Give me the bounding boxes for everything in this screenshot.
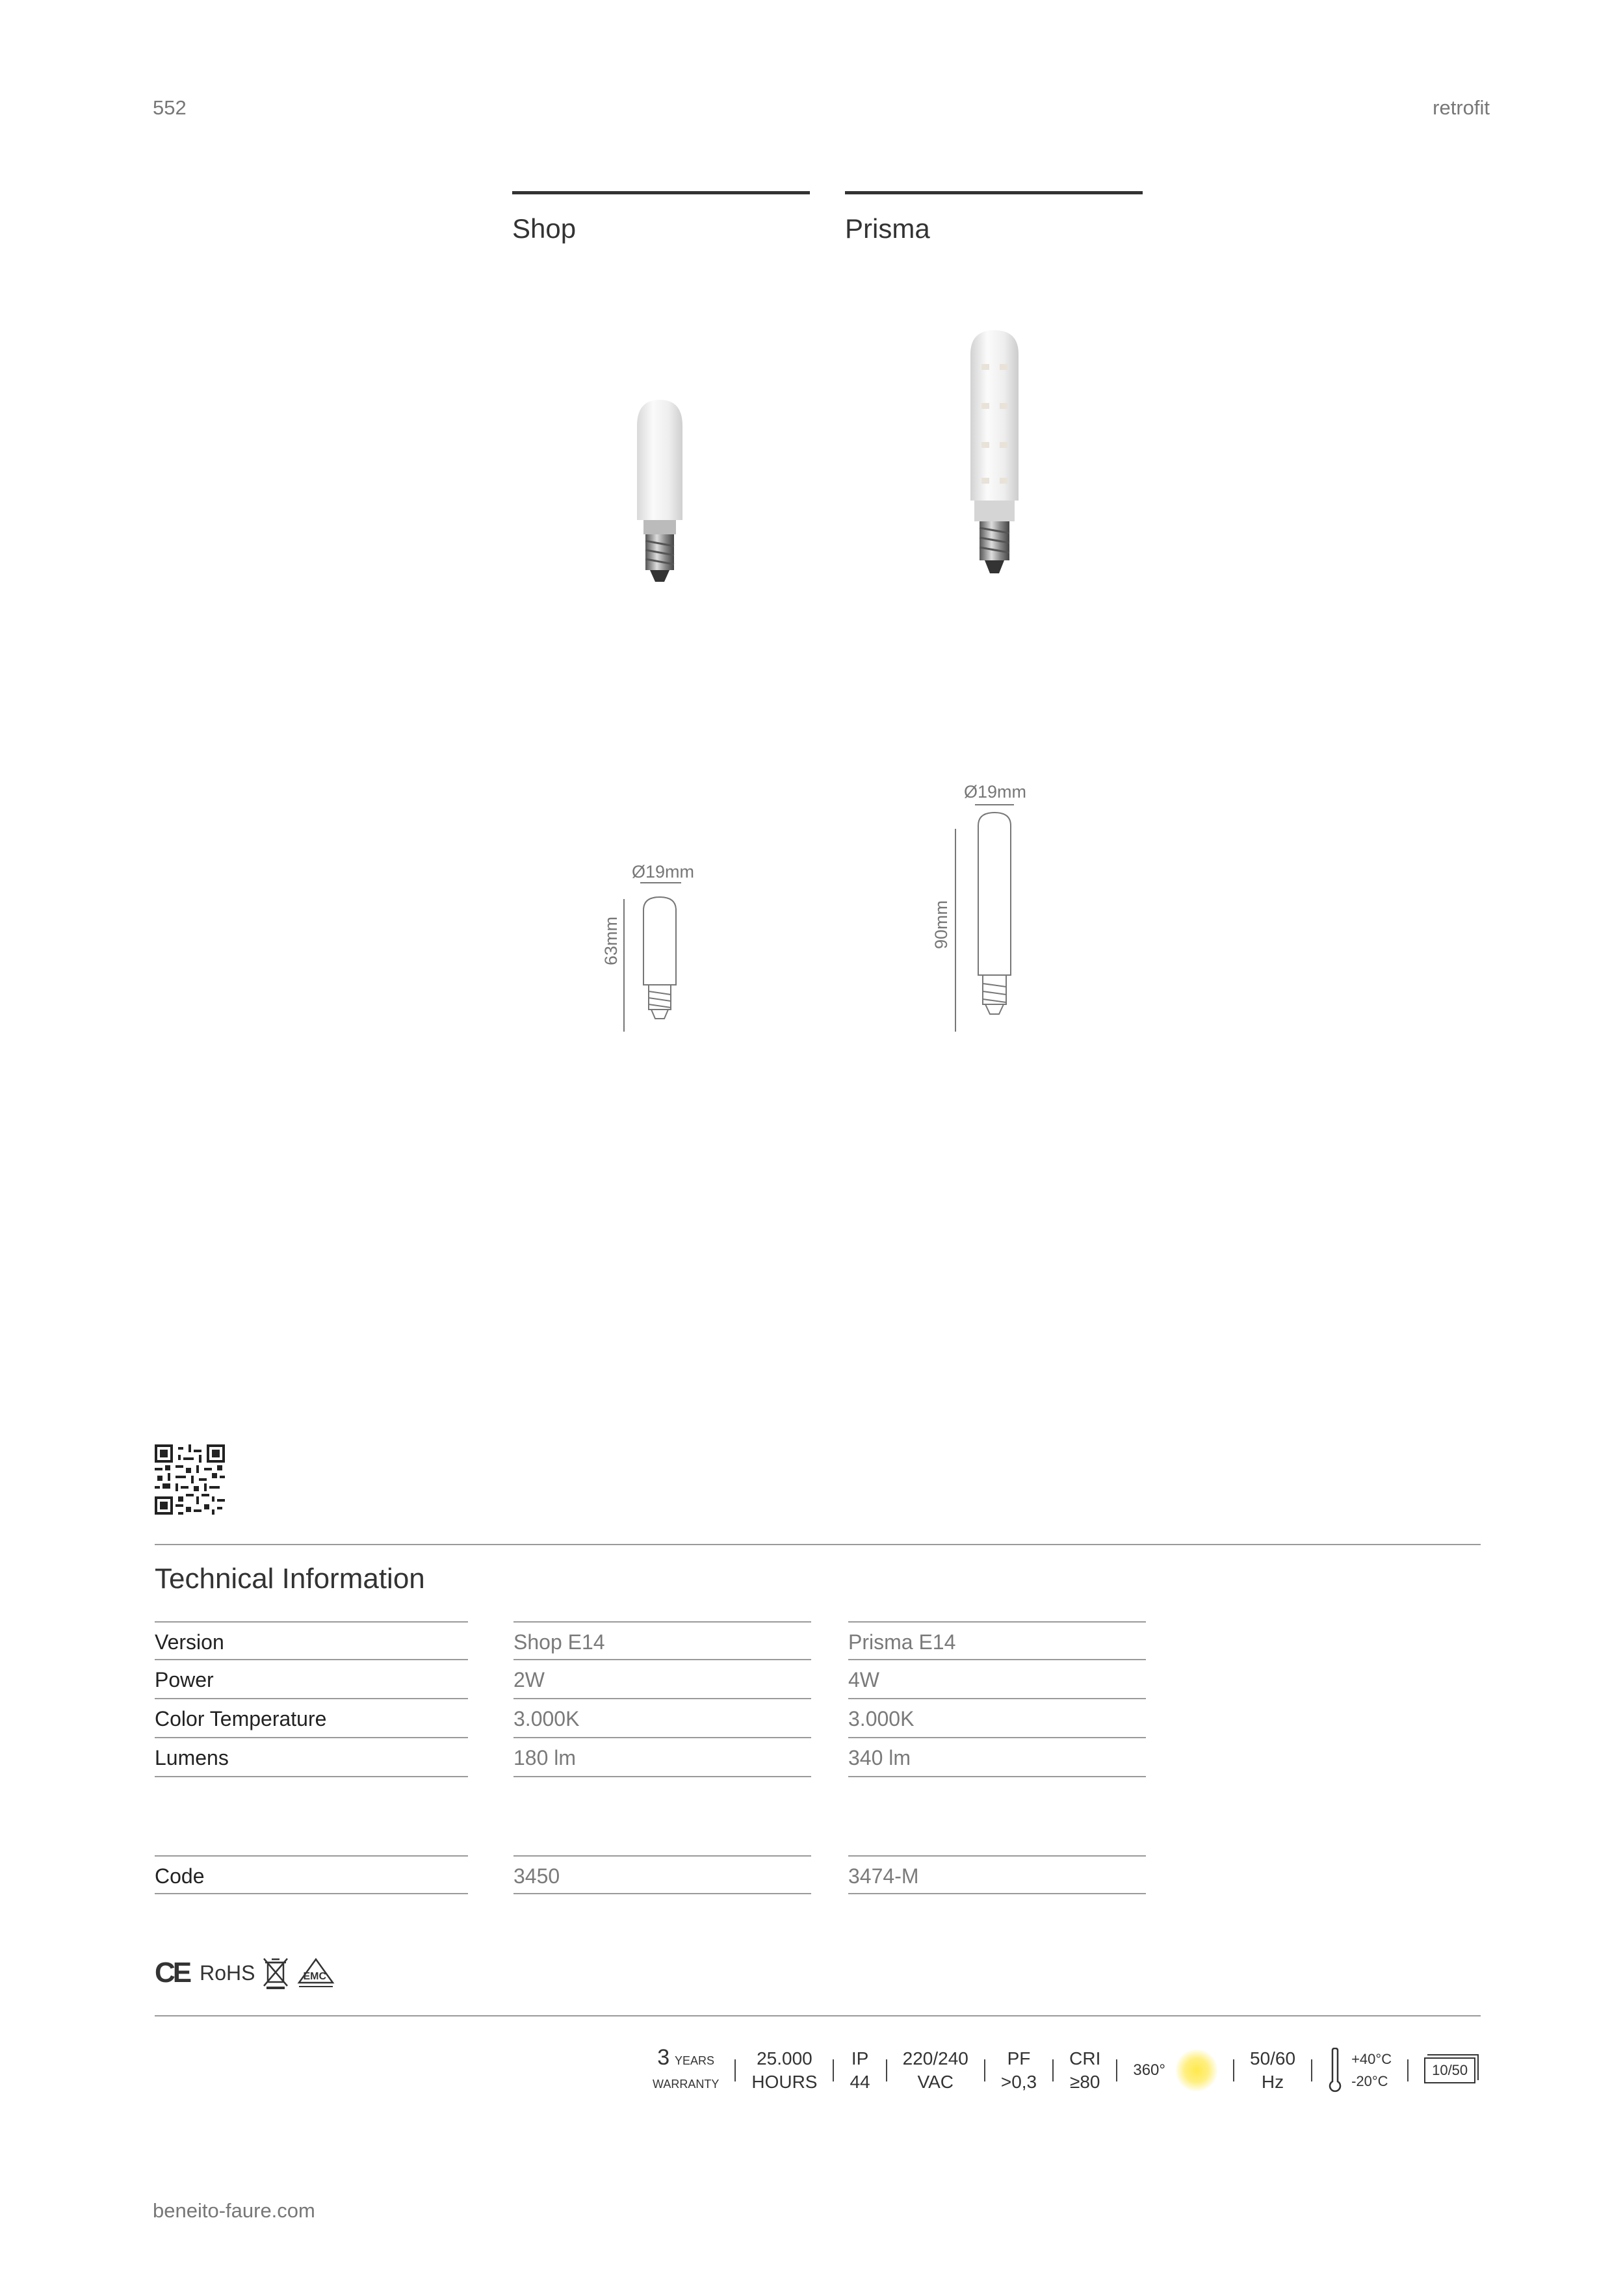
technical-title: Technical Information	[155, 1563, 425, 1595]
spec-temperature	[1312, 2048, 1407, 2093]
spec-pf	[985, 2047, 1052, 2094]
emc-label: EMC	[303, 1971, 327, 1982]
angle-value: 360°	[1133, 2061, 1165, 2079]
label-lumens: Lumens	[155, 1738, 468, 1777]
hours-value: 25.000	[757, 2048, 812, 2068]
product-rule-shop	[512, 191, 810, 194]
freq-label: Hz	[1261, 2072, 1284, 2092]
ce-mark: CE	[155, 1957, 190, 1989]
value-version: Shop E14	[513, 1621, 811, 1660]
spec-warranty	[637, 2046, 734, 2096]
voltage-value: 220/240	[902, 2048, 968, 2068]
shop-dimension-drawing	[617, 881, 682, 1034]
shop-height-label: 63mm	[601, 916, 621, 965]
rohs-mark: RoHS	[200, 1961, 255, 1985]
prisma-diameter-label: Ø19mm	[964, 782, 1027, 802]
warranty-label: WARRANTY	[653, 2077, 720, 2091]
spec-voltage	[887, 2047, 984, 2094]
section-title: retrofit	[1433, 96, 1490, 119]
value-version: Prisma E14	[848, 1621, 1146, 1660]
temp-min: -20°C	[1351, 2073, 1388, 2089]
temp-max: +40°C	[1351, 2051, 1392, 2067]
spec-hours	[736, 2047, 833, 2094]
cri-value: ≥80	[1069, 2072, 1100, 2092]
tech-label-column	[155, 1621, 468, 1777]
website-link[interactable]: beneito-faure.com	[153, 2199, 315, 2222]
spec-ip	[834, 2047, 885, 2094]
freq-value: 50/60	[1250, 2048, 1296, 2068]
value-lumens: 340 lm	[848, 1738, 1146, 1777]
product-name-prisma: Prisma	[845, 213, 930, 244]
hours-label: HOURS	[751, 2072, 818, 2092]
box-value: 10/50	[1432, 2062, 1468, 2078]
label-power: Power	[155, 1660, 468, 1699]
value-power: 4W	[848, 1660, 1146, 1699]
pf-value: >0,3	[1000, 2072, 1037, 2092]
prisma-bulb-image	[959, 325, 1030, 585]
warranty-number: 3	[657, 2044, 670, 2070]
value-color-temperature: 3.000K	[513, 1699, 811, 1738]
certifications	[155, 1953, 335, 1992]
specs-strip	[637, 2044, 1475, 2096]
prisma-height-label: 90mm	[931, 900, 951, 949]
shop-diameter-label: Ø19mm	[632, 862, 695, 881]
label-color-temperature: Color Temperature	[155, 1699, 468, 1738]
tech-column-shop	[513, 1621, 811, 1777]
code-label-cell	[155, 1855, 468, 1894]
pf-label: PF	[1007, 2048, 1031, 2068]
tech-column-prisma	[848, 1621, 1146, 1777]
spec-cri	[1054, 2047, 1116, 2094]
shop-bulb-image	[624, 397, 695, 585]
product-rule-prisma	[845, 191, 1143, 194]
label-code: Code	[155, 1855, 468, 1894]
value-code: 3474-M	[848, 1855, 1146, 1894]
product-name-shop: Shop	[512, 213, 577, 244]
spec-frequency	[1234, 2047, 1311, 2094]
light-glow-icon	[1176, 2050, 1217, 2091]
value-power: 2W	[513, 1660, 811, 1699]
warranty-years: YEARS	[675, 2054, 715, 2067]
thermometer-icon	[1328, 2048, 1342, 2093]
spec-box	[1409, 2057, 1475, 2083]
value-color-temperature: 3.000K	[848, 1699, 1146, 1738]
divider	[155, 2015, 1481, 2016]
cri-label: CRI	[1069, 2048, 1101, 2068]
code-cell-shop	[513, 1855, 811, 1894]
label-version: Version	[155, 1621, 468, 1660]
emc-mark	[296, 1957, 335, 1989]
value-lumens: 180 lm	[513, 1738, 811, 1777]
spec-beam-angle	[1117, 2050, 1233, 2091]
code-cell-prisma	[848, 1855, 1146, 1894]
crossed-bin-icon	[261, 1956, 290, 1990]
page-number: 552	[153, 96, 187, 119]
value-code: 3450	[513, 1855, 811, 1894]
ip-label: IP	[851, 2048, 869, 2068]
ip-value: 44	[850, 2072, 870, 2092]
prisma-dimension-drawing	[949, 803, 1014, 1034]
divider	[155, 1544, 1481, 1545]
voltage-label: VAC	[917, 2072, 954, 2092]
qr-code[interactable]	[155, 1444, 225, 1515]
box-icon	[1424, 2057, 1475, 2083]
